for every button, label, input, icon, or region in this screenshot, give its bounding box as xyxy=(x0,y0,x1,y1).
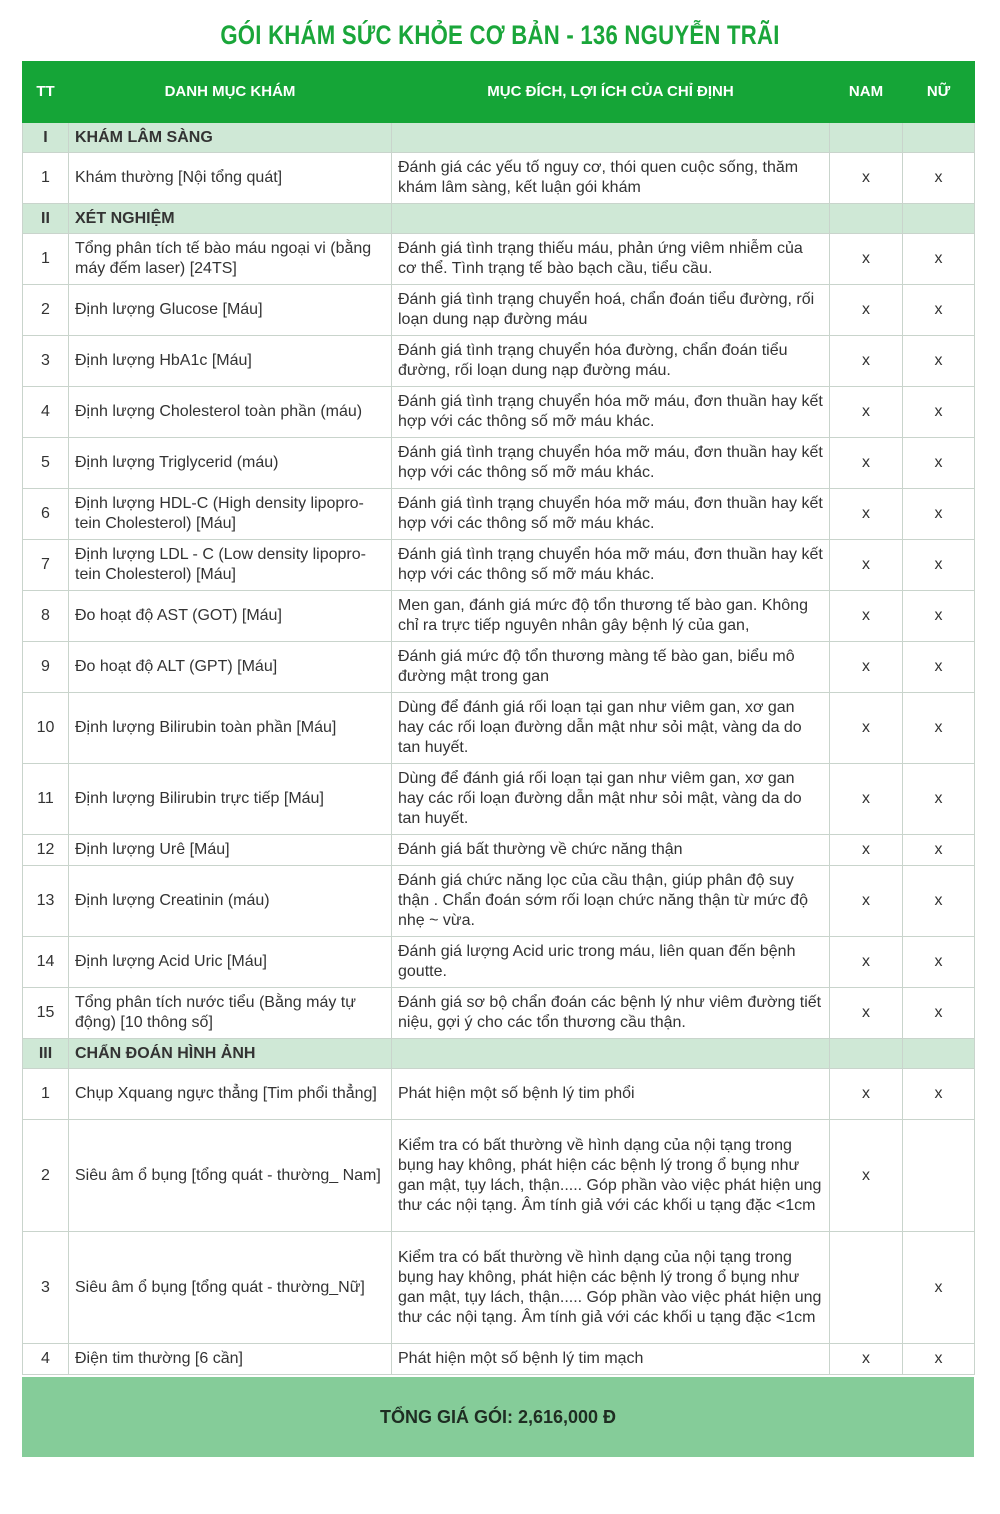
exam-item-purpose: Men gan, đánh giá mức độ tổn thương tế bào gan. Không chỉ ra trực tiếp nguyên nhân gây bệnh lý của gan, xyxy=(392,591,830,642)
total-price: TỔNG GIÁ GÓI: 2,616,000 Đ xyxy=(379,1406,617,1427)
male-mark: x xyxy=(830,438,903,489)
table-row xyxy=(23,336,975,387)
row-number: 3 xyxy=(23,1232,69,1344)
exam-item-purpose: Đánh giá mức độ tổn thương màng tế bào gan, biểu mô đường mật trong gan xyxy=(392,642,830,693)
male-mark: x xyxy=(830,336,903,387)
exam-item-purpose: Đánh giá chức năng lọc của cầu thận, giúp phân độ suy thận . Chẩn đoán sớm rối loạn chức năng thận từ mức độ nhẹ ~ vừa. xyxy=(392,866,830,937)
female-mark: x xyxy=(903,937,975,988)
section-number: I xyxy=(23,123,69,153)
female-mark: x xyxy=(903,1344,975,1375)
exam-item-purpose: Kiểm tra có bất thường về hình dạng của nội tạng trong bụng hay không, phát hiện các bệnh lý trong ổ bụng như gan mật, tụy lách, thận..... Góp phần vào việc phát hiện ung thư các nội tạng. Âm tính giả với các khối u tạng đặc <1cm xyxy=(392,1232,830,1344)
exam-item-purpose: Phát hiện một số bệnh lý tim phổi xyxy=(392,1069,830,1120)
male-mark: x xyxy=(830,387,903,438)
table-row xyxy=(23,764,975,835)
package-table xyxy=(22,61,975,1375)
row-number: 3 xyxy=(23,336,69,387)
exam-item-name: Chụp Xquang ngực thẳng [Tim phổi thẳng] xyxy=(69,1069,392,1120)
row-number: 9 xyxy=(23,642,69,693)
exam-item-name: Khám thường [Nội tổng quát] xyxy=(69,153,392,204)
table-row xyxy=(23,1120,975,1232)
female-mark: x xyxy=(903,234,975,285)
table-header-row xyxy=(23,62,975,123)
exam-item-name: Đo hoạt độ ALT (GPT) [Máu] xyxy=(69,642,392,693)
table-row xyxy=(23,591,975,642)
female-mark: x xyxy=(903,285,975,336)
section-nam-empty xyxy=(830,204,903,234)
exam-item-name: Tổng phân tích nước tiểu (Bằng máy tự động) [10 thông số] xyxy=(69,988,392,1039)
table-body xyxy=(23,123,975,1375)
female-mark: x xyxy=(903,642,975,693)
header-desc: MỤC ĐÍCH, LỢI ÍCH CỦA CHỈ ĐỊNH xyxy=(392,62,830,123)
exam-item-name: Siêu âm ổ bụng [tổng quát - thường_ Nam] xyxy=(69,1120,392,1232)
exam-item-name: Siêu âm ổ bụng [tổng quát - thường_Nữ] xyxy=(69,1232,392,1344)
exam-item-purpose: Dùng để đánh giá rối loạn tại gan như viêm gan, xơ gan hay các rối loạn đường dẫn mật như sỏi mật, vàng da do tan huyết. xyxy=(392,693,830,764)
table-row xyxy=(23,937,975,988)
row-number: 5 xyxy=(23,438,69,489)
section-row xyxy=(23,123,975,153)
exam-item-name: Điện tim thường [6 cần] xyxy=(69,1344,392,1375)
male-mark: x xyxy=(830,1069,903,1120)
header-nam: NAM xyxy=(830,62,903,123)
male-mark: x xyxy=(830,642,903,693)
male-mark: x xyxy=(830,591,903,642)
exam-item-name: Định lượng Creatinin (máu) xyxy=(69,866,392,937)
section-row xyxy=(23,204,975,234)
table-row xyxy=(23,988,975,1039)
male-mark: x xyxy=(830,1120,903,1232)
row-number: 2 xyxy=(23,285,69,336)
exam-item-name: Đo hoạt độ AST (GOT) [Máu] xyxy=(69,591,392,642)
exam-item-purpose: Đánh giá các yếu tố nguy cơ, thói quen cuộc sống, thăm khám lâm sàng, kết luận gói khám xyxy=(392,153,830,204)
table-row xyxy=(23,540,975,591)
male-mark: x xyxy=(830,285,903,336)
exam-item-name: Định lượng Bilirubin toàn phần [Máu] xyxy=(69,693,392,764)
row-number: 4 xyxy=(23,1344,69,1375)
exam-item-purpose: Đánh giá tình trạng chuyển hóa đường, chẩn đoán tiểu đường, rối loạn dung nạp đường máu. xyxy=(392,336,830,387)
table-row xyxy=(23,642,975,693)
male-mark: x xyxy=(830,153,903,204)
male-mark: x xyxy=(830,866,903,937)
exam-item-purpose: Đánh giá tình trạng chuyển hóa mỡ máu, đơn thuần hay kết hợp với các thông số mỡ máu khác. xyxy=(392,387,830,438)
table-row xyxy=(23,866,975,937)
exam-item-purpose: Dùng để đánh giá rối loạn tại gan như viêm gan, xơ gan hay các rối loạn đường dẫn mật như sỏi mật, vàng da do tan huyết. xyxy=(392,764,830,835)
page-title: GÓI KHÁM SỨC KHỎE CƠ BẢN - 136 NGUYỄN TRÃI xyxy=(220,20,780,50)
section-nu-empty xyxy=(903,1039,975,1069)
exam-item-purpose: Đánh giá tình trạng thiếu máu, phản ứng viêm nhiễm của cơ thể. Tình trạng tế bào bạch cầu, tiểu cầu. xyxy=(392,234,830,285)
header-name: DANH MỤC KHÁM xyxy=(69,62,392,123)
female-mark: x xyxy=(903,693,975,764)
female-mark: x xyxy=(903,153,975,204)
exam-item-name: Định lượng Glucose [Máu] xyxy=(69,285,392,336)
male-mark: x xyxy=(830,1344,903,1375)
female-mark: x xyxy=(903,336,975,387)
exam-item-purpose: Đánh giá sơ bộ chẩn đoán các bệnh lý như viêm đường tiết niệu, gợi ý cho các tổn thương cầu thận. xyxy=(392,988,830,1039)
exam-item-name: Tổng phân tích tế bào máu ngoại vi (bằng máy đếm laser) [24TS] xyxy=(69,234,392,285)
female-mark: x xyxy=(903,764,975,835)
row-number: 10 xyxy=(23,693,69,764)
exam-item-name: Định lượng LDL - C (Low density lipopro-tein Cholesterol) [Máu] xyxy=(69,540,392,591)
exam-item-purpose: Đánh giá tình trạng chuyển hóa mỡ máu, đơn thuần hay kết hợp với các thông số mỡ máu khác. xyxy=(392,540,830,591)
female-mark: x xyxy=(903,866,975,937)
table-row xyxy=(23,153,975,204)
female-mark: x xyxy=(903,835,975,866)
male-mark: x xyxy=(830,988,903,1039)
row-number: 14 xyxy=(23,937,69,988)
header-nu: NỮ xyxy=(903,62,975,123)
male-mark: x xyxy=(830,693,903,764)
table-row xyxy=(23,285,975,336)
section-number: II xyxy=(23,204,69,234)
female-mark: x xyxy=(903,988,975,1039)
male-mark: x xyxy=(830,835,903,866)
female-mark: x xyxy=(903,387,975,438)
header-tt: TT xyxy=(23,62,69,123)
section-desc-empty xyxy=(392,123,830,153)
female-mark: x xyxy=(903,489,975,540)
exam-item-name: Định lượng Triglycerid (máu) xyxy=(69,438,392,489)
table-row xyxy=(23,1069,975,1120)
table-row xyxy=(23,835,975,866)
table-row xyxy=(23,234,975,285)
row-number: 1 xyxy=(23,1069,69,1120)
table-row xyxy=(23,1232,975,1344)
table-row xyxy=(23,438,975,489)
male-mark: x xyxy=(830,937,903,988)
section-nu-empty xyxy=(903,123,975,153)
exam-item-purpose: Kiểm tra có bất thường về hình dạng của nội tạng trong bụng hay không, phát hiện các bệnh lý trong ổ bụng như gan mật, tụy lách, thận..... Góp phần vào việc phát hiện ung thư các nội tạng. Âm tính giả với các khối u tạng đặc <1cm xyxy=(392,1120,830,1232)
exam-item-purpose: Đánh giá lượng Acid uric trong máu, liên quan đến bệnh goutte. xyxy=(392,937,830,988)
table-row xyxy=(23,387,975,438)
section-number: III xyxy=(23,1039,69,1069)
section-title: XÉT NGHIỆM xyxy=(69,204,392,234)
female-mark: x xyxy=(903,540,975,591)
row-number: 6 xyxy=(23,489,69,540)
table-row xyxy=(23,1344,975,1375)
row-number: 8 xyxy=(23,591,69,642)
male-mark: x xyxy=(830,540,903,591)
row-number: 4 xyxy=(23,387,69,438)
row-number: 15 xyxy=(23,988,69,1039)
male-mark: x xyxy=(830,234,903,285)
row-number: 1 xyxy=(23,153,69,204)
exam-item-purpose: Phát hiện một số bệnh lý tim mạch xyxy=(392,1344,830,1375)
section-title: CHẨN ĐOÁN HÌNH ẢNH xyxy=(69,1039,392,1069)
exam-item-name: Định lượng HbA1c [Máu] xyxy=(69,336,392,387)
exam-item-purpose: Đánh giá tình trạng chuyển hoá, chẩn đoán tiểu đường, rối loạn dung nạp đường máu xyxy=(392,285,830,336)
exam-item-name: Định lượng Bilirubin trực tiếp [Máu] xyxy=(69,764,392,835)
exam-item-name: Định lượng Acid Uric [Máu] xyxy=(69,937,392,988)
package-table-wrapper xyxy=(22,61,974,1375)
female-mark xyxy=(903,1120,975,1232)
section-nam-empty xyxy=(830,1039,903,1069)
section-nam-empty xyxy=(830,123,903,153)
female-mark: x xyxy=(903,591,975,642)
female-mark: x xyxy=(903,1232,975,1344)
section-title: KHÁM LÂM SÀNG xyxy=(69,123,392,153)
table-row xyxy=(23,693,975,764)
exam-item-purpose: Đánh giá tình trạng chuyển hóa mỡ máu, đơn thuần hay kết hợp với các thông số mỡ máu khác. xyxy=(392,438,830,489)
section-row xyxy=(23,1039,975,1069)
male-mark: x xyxy=(830,764,903,835)
section-desc-empty xyxy=(392,1039,830,1069)
exam-item-name: Định lượng HDL-C (High density lipopro-tein Cholesterol) [Máu] xyxy=(69,489,392,540)
total-price-banner xyxy=(22,1377,974,1457)
row-number: 2 xyxy=(23,1120,69,1232)
exam-item-purpose: Đánh giá bất thường về chức năng thận xyxy=(392,835,830,866)
row-number: 13 xyxy=(23,866,69,937)
row-number: 1 xyxy=(23,234,69,285)
female-mark: x xyxy=(903,1069,975,1120)
row-number: 12 xyxy=(23,835,69,866)
table-row xyxy=(23,489,975,540)
male-mark xyxy=(830,1232,903,1344)
row-number: 11 xyxy=(23,764,69,835)
exam-item-name: Định lượng Urê [Máu] xyxy=(69,835,392,866)
section-desc-empty xyxy=(392,204,830,234)
exam-item-purpose: Đánh giá tình trạng chuyển hóa mỡ máu, đơn thuần hay kết hợp với các thông số mỡ máu khác. xyxy=(392,489,830,540)
section-nu-empty xyxy=(903,204,975,234)
male-mark: x xyxy=(830,489,903,540)
row-number: 7 xyxy=(23,540,69,591)
female-mark: x xyxy=(903,438,975,489)
exam-item-name: Định lượng Cholesterol toàn phần (máu) xyxy=(69,387,392,438)
